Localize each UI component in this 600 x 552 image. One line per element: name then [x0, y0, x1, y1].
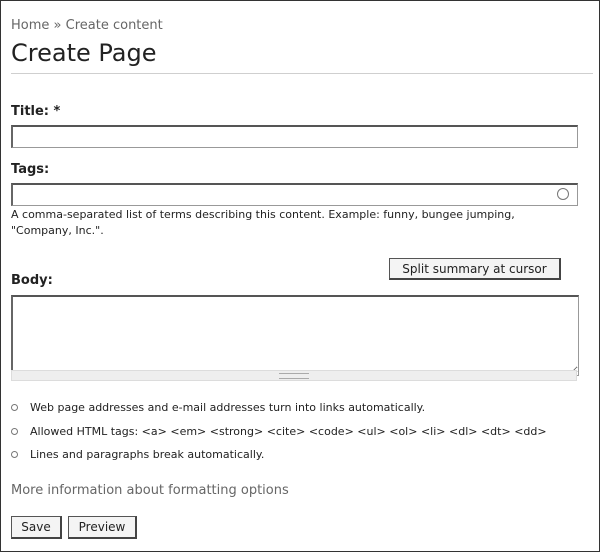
format-tip-text: Web page addresses and e-mail addresses turn into links automatically. — [30, 401, 426, 414]
body-label: Body: — [11, 273, 53, 288]
bullet-icon — [11, 428, 18, 435]
format-tip-item — [11, 425, 547, 438]
page-title: Create Page — [11, 39, 157, 67]
title-label-text: Title: — [11, 104, 50, 119]
breadcrumb-home-link[interactable]: Home — [11, 18, 50, 33]
title-label — [11, 104, 60, 119]
format-tip-text: Lines and paragraphs break automatically. — [30, 448, 265, 461]
tags-description-line-2: "Company, Inc.". — [11, 224, 104, 237]
formatting-options-link[interactable]: More information about formatting options — [11, 483, 289, 498]
grip-icon — [279, 373, 309, 379]
tags-input[interactable] — [11, 183, 578, 206]
bullet-icon — [11, 451, 18, 458]
tags-label: Tags: — [11, 162, 50, 177]
tags-description — [11, 207, 576, 239]
body-textarea[interactable] — [11, 295, 579, 376]
bullet-icon — [11, 404, 18, 411]
format-tip-item — [11, 401, 425, 414]
format-tip-text: Allowed HTML tags: <a> <em> <strong> <cite> <code> <ul> <ol> <li> <dl> <dt> <dd> — [30, 425, 547, 438]
save-button[interactable]: Save — [11, 516, 62, 539]
split-summary-button[interactable]: Split summary at cursor — [389, 258, 561, 280]
breadcrumb — [11, 18, 163, 33]
title-input[interactable] — [11, 125, 578, 148]
required-marker: * — [53, 104, 61, 119]
autocomplete-throbber-icon — [557, 188, 569, 200]
textarea-resize-handle[interactable] — [11, 370, 577, 381]
preview-button[interactable]: Preview — [68, 516, 137, 539]
tags-description-line-1: A comma-separated list of terms describing this content. Example: funny, bungee jumping, — [11, 208, 515, 221]
format-tip-item — [11, 448, 264, 461]
breadcrumb-separator: » — [53, 18, 62, 33]
breadcrumb-current[interactable]: Create content — [65, 18, 163, 33]
title-divider — [11, 73, 593, 74]
